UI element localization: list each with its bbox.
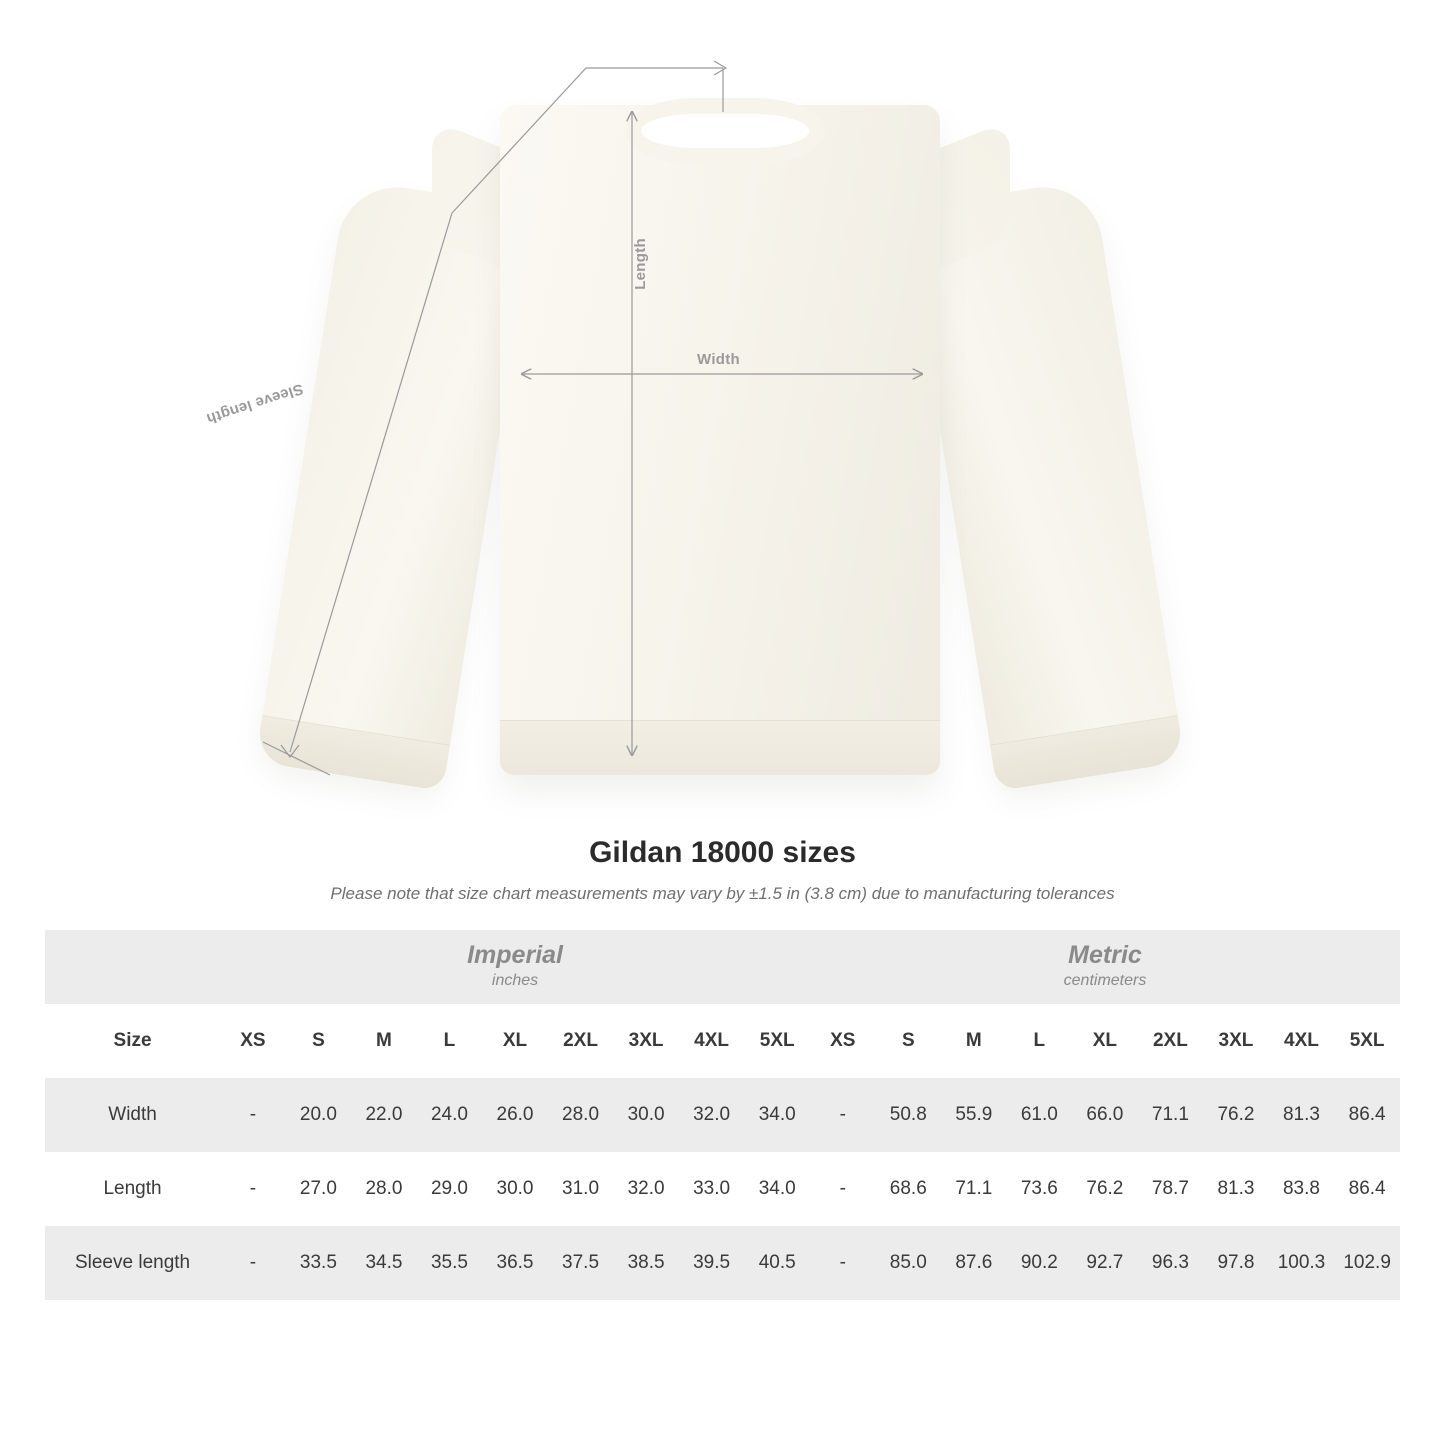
cell-sleeve-met-1: 85.0 (876, 1226, 942, 1300)
length-label: Length (632, 238, 649, 290)
cell-sleeve-imp-2: 34.5 (351, 1226, 417, 1300)
title-block (0, 836, 1445, 904)
col-head-met-8: 5XL (1334, 1004, 1400, 1078)
table-row (45, 1078, 1400, 1152)
cell-length-imp-6: 32.0 (613, 1152, 679, 1226)
cell-length-imp-2: 28.0 (351, 1152, 417, 1226)
col-head-met-5: 2XL (1138, 1004, 1204, 1078)
cell-width-met-1: 50.8 (876, 1078, 942, 1152)
cell-width-met-8: 86.4 (1334, 1078, 1400, 1152)
cell-length-imp-1: 27.0 (286, 1152, 352, 1226)
cell-width-met-4: 66.0 (1072, 1078, 1138, 1152)
cell-length-met-5: 78.7 (1138, 1152, 1204, 1226)
imperial-header (220, 930, 810, 1004)
cell-width-imp-4: 26.0 (482, 1078, 548, 1152)
col-head-imp-4: XL (482, 1004, 548, 1078)
cell-width-imp-3: 24.0 (417, 1078, 483, 1152)
cell-sleeve-imp-5: 37.5 (548, 1226, 614, 1300)
cell-sleeve-met-7: 100.3 (1269, 1226, 1335, 1300)
row-label-length: Length (45, 1152, 220, 1226)
cell-width-imp-1: 20.0 (286, 1078, 352, 1152)
cell-width-imp-6: 30.0 (613, 1078, 679, 1152)
col-head-met-6: 3XL (1203, 1004, 1269, 1078)
cell-length-imp-0: - (220, 1152, 286, 1226)
cell-width-met-3: 61.0 (1007, 1078, 1073, 1152)
cell-sleeve-met-4: 92.7 (1072, 1226, 1138, 1300)
page-title: Gildan 18000 sizes (589, 836, 856, 869)
col-head-met-7: 4XL (1269, 1004, 1335, 1078)
cell-length-met-3: 73.6 (1007, 1152, 1073, 1226)
imperial-name: Imperial (467, 940, 563, 969)
col-head-imp-8: 5XL (744, 1004, 810, 1078)
cell-sleeve-imp-3: 35.5 (417, 1226, 483, 1300)
cell-length-met-7: 83.8 (1269, 1152, 1335, 1226)
col-head-imp-1: S (286, 1004, 352, 1078)
cell-length-met-1: 68.6 (876, 1152, 942, 1226)
col-head-met-4: XL (1072, 1004, 1138, 1078)
cell-length-met-2: 71.1 (941, 1152, 1007, 1226)
tolerance-note: Please note that size chart measurements may vary by ±1.5 in (3.8 cm) due to manufacturing tolerances (330, 884, 1115, 903)
row-label-sleeve-length: Sleeve length (45, 1226, 220, 1300)
col-head-imp-0: XS (220, 1004, 286, 1078)
cell-sleeve-met-2: 87.6 (941, 1226, 1007, 1300)
cell-width-imp-8: 34.0 (744, 1078, 810, 1152)
col-head-met-1: S (876, 1004, 942, 1078)
cell-sleeve-imp-4: 36.5 (482, 1226, 548, 1300)
cell-sleeve-met-5: 96.3 (1138, 1226, 1204, 1300)
cell-sleeve-met-3: 90.2 (1007, 1226, 1073, 1300)
cell-sleeve-met-8: 102.9 (1334, 1226, 1400, 1300)
cell-length-met-8: 86.4 (1334, 1152, 1400, 1226)
size-table-wrap (45, 930, 1400, 1300)
col-head-met-3: L (1007, 1004, 1073, 1078)
width-label: Width (697, 351, 741, 368)
cell-width-imp-2: 22.0 (351, 1078, 417, 1152)
cell-sleeve-met-6: 97.8 (1203, 1226, 1269, 1300)
cell-width-imp-0: - (220, 1078, 286, 1152)
cell-length-imp-7: 33.0 (679, 1152, 745, 1226)
cell-width-imp-5: 28.0 (548, 1078, 614, 1152)
cell-sleeve-imp-6: 38.5 (613, 1226, 679, 1300)
size-column-label: Size (45, 1004, 220, 1078)
cell-width-met-7: 81.3 (1269, 1078, 1335, 1152)
col-head-imp-3: L (417, 1004, 483, 1078)
cell-width-met-2: 55.9 (941, 1078, 1007, 1152)
cell-length-imp-8: 34.0 (744, 1152, 810, 1226)
cell-length-imp-4: 30.0 (482, 1152, 548, 1226)
cell-length-met-6: 81.3 (1203, 1152, 1269, 1226)
metric-sub: centimeters (1063, 972, 1147, 990)
cell-width-met-0: - (810, 1078, 876, 1152)
cell-length-imp-5: 31.0 (548, 1152, 614, 1226)
col-head-met-0: XS (810, 1004, 876, 1078)
cell-length-met-0: - (810, 1152, 876, 1226)
sleeve-dimension-line (263, 61, 726, 775)
size-table (45, 930, 1400, 1300)
unit-header-row (45, 930, 1400, 1004)
table-row (45, 1152, 1400, 1226)
sleeve-length-label: Sleeve length (204, 380, 306, 428)
col-head-met-2: M (941, 1004, 1007, 1078)
col-head-imp-7: 4XL (679, 1004, 745, 1078)
col-head-imp-2: M (351, 1004, 417, 1078)
cell-width-met-6: 76.2 (1203, 1078, 1269, 1152)
cell-sleeve-imp-8: 40.5 (744, 1226, 810, 1300)
cell-sleeve-imp-1: 33.5 (286, 1226, 352, 1300)
col-head-imp-5: 2XL (548, 1004, 614, 1078)
cell-length-met-4: 76.2 (1072, 1152, 1138, 1226)
cell-width-met-5: 71.1 (1138, 1078, 1204, 1152)
cell-width-imp-7: 32.0 (679, 1078, 745, 1152)
row-label-width: Width (45, 1078, 220, 1152)
cell-length-imp-3: 29.0 (417, 1152, 483, 1226)
unit-header-spacer (45, 930, 220, 1004)
imperial-sub: inches (491, 972, 539, 990)
cell-sleeve-imp-7: 39.5 (679, 1226, 745, 1300)
cell-sleeve-imp-0: - (220, 1226, 286, 1300)
metric-header (810, 930, 1400, 1004)
cell-sleeve-met-0: - (810, 1226, 876, 1300)
metric-name: Metric (1068, 940, 1142, 969)
col-head-imp-6: 3XL (613, 1004, 679, 1078)
size-header-row (45, 1004, 1400, 1078)
table-row (45, 1226, 1400, 1300)
